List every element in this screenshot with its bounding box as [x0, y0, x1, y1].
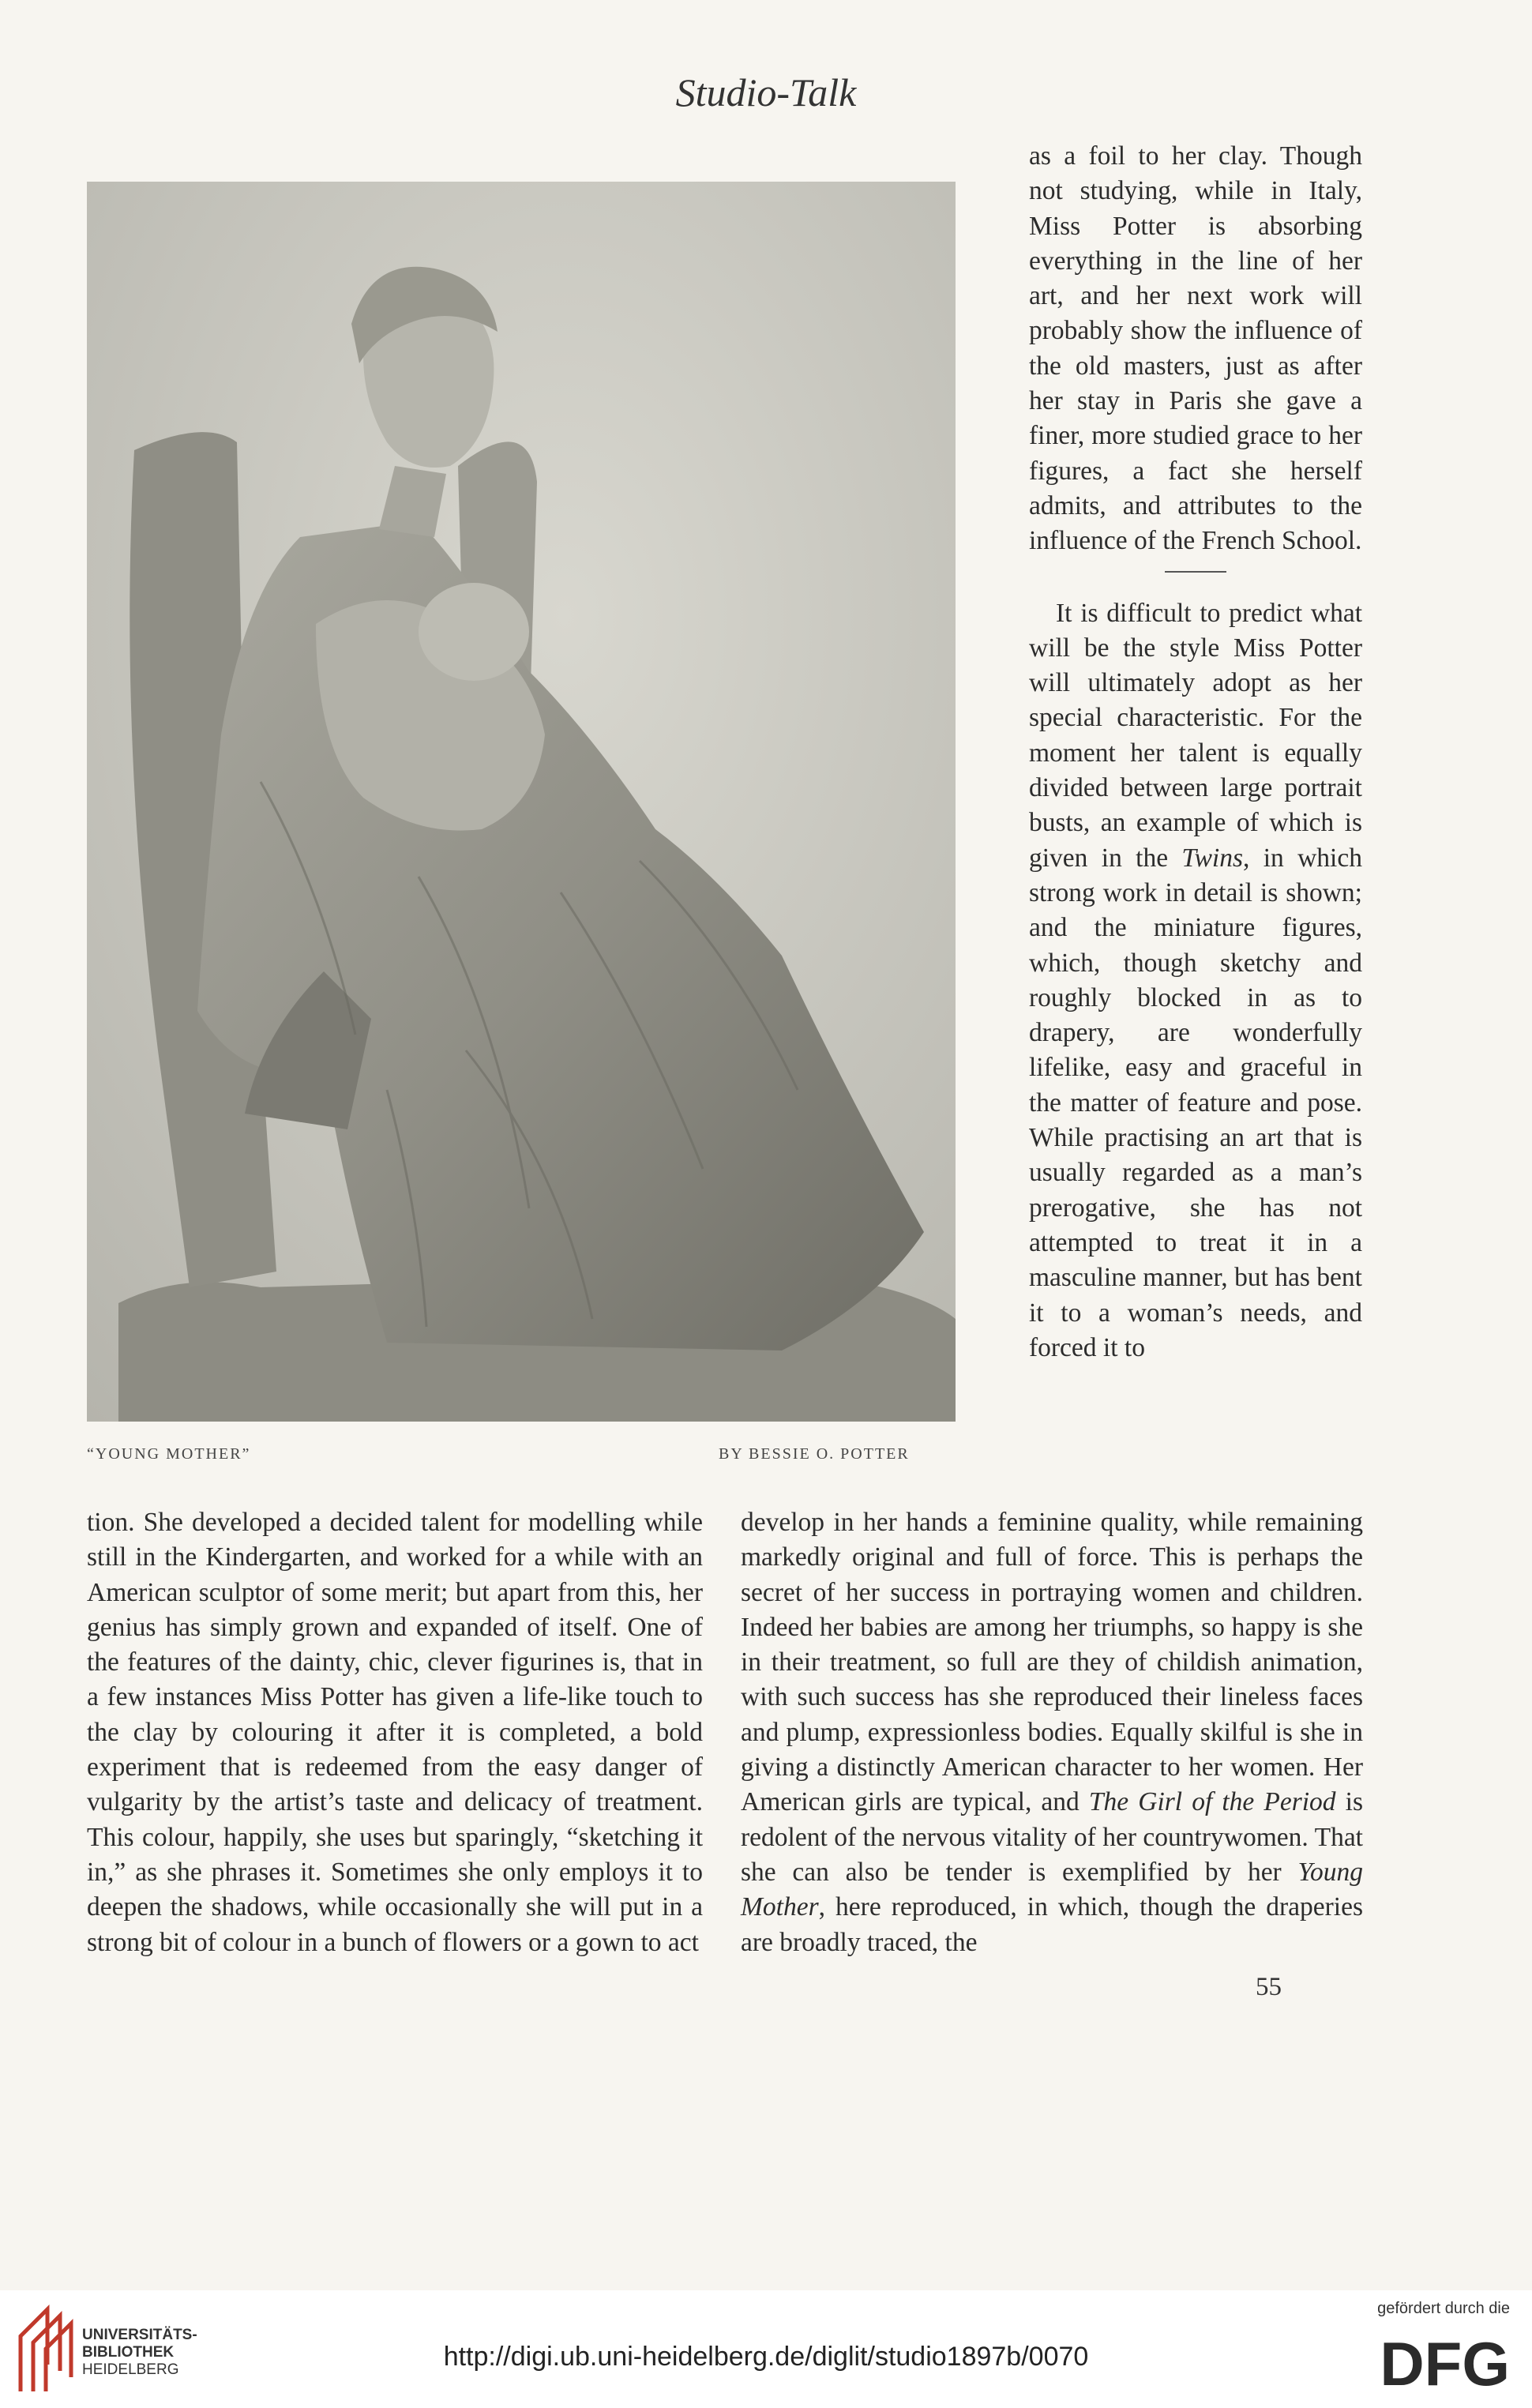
library-name-line: HEIDELBERG — [82, 2361, 179, 2378]
library-name-line: BIBLIOTHEK — [82, 2344, 175, 2361]
library-name-line: UNIVERSITÄTS- — [82, 2327, 197, 2343]
permalink-url[interactable]: http://digi.ub.uni-heidelberg.de/diglit/studio1897b/0070 — [443, 2342, 1089, 2372]
plate-caption-artist: BY BESSIE O. POTTER — [719, 1445, 910, 1463]
bottom-right-column — [741, 1505, 1363, 1960]
sculpture-photograph — [87, 182, 956, 1422]
plate-caption-title: “YOUNG MOTHER” — [87, 1445, 251, 1463]
paragraph-text: , here reproduced, in which, though the draperies are broadly traced, the — [741, 1892, 1363, 1957]
artwork-title-young-mother: Young Mother — [741, 1857, 1363, 1922]
digitization-footer — [0, 2290, 1532, 2408]
right-column-top — [1029, 139, 1362, 1366]
paragraph-modelling: tion. She developed a decided talent for modelling while still in the Kindergarten, and worked for a while with an American sculptor of some merit; but apart from this, her genius has simply grown and expanded of itself. One of the features of the dainty, chic, clever figurines is, that in a few instances Miss Potter has given a life-like touch to the clay by colouring it after it is completed, a bold experiment that is redeemed from the easy danger of vulgarity by the artist’s taste and delicacy of treatment. This colour, happily, she uses but sparingly, “sketching it in,” as she phrases it. Sometimes she only employs it to deepen the shadows, while occasionally she will put in a strong bit of colour in a bunch of flowers or a gown to act — [87, 1508, 703, 1957]
funded-by-label: gefördert durch die — [1377, 2300, 1510, 2317]
artwork-title-twins: Twins — [1181, 843, 1244, 873]
paragraph-text: is redolent of the nervous vitality of her countrywomen. That she can also be tender is exemplified by her — [741, 1787, 1363, 1887]
section-divider — [1165, 571, 1226, 573]
bottom-left-column — [87, 1505, 703, 1960]
paragraph-text: , in which strong work in detail is shown; and the miniature figures, which, though sketchy and roughly blocked in as to drapery, are wonderfully lifelike, easy and graceful in the matter of feature and pose. While practising an art that is usually regarded as a man’s prerogative, she has not attempted to treat it in a masculine manner, but has bent it to a woman’s needs, and forced it to — [1029, 843, 1362, 1362]
paragraph-feminine-quality — [741, 1505, 1363, 1960]
dfg-logo-text: DFG — [1380, 2329, 1510, 2391]
page-number: 55 — [1256, 1973, 1282, 2001]
paragraph-text: It is difficult to predict what will be the style Miss Potter will ultimately adopt as her special characteristic. For the moment her talent is equally divided between large portrait busts, an example of which is given in the — [1029, 598, 1362, 873]
dfg-logo-icon — [1376, 2328, 1510, 2391]
paragraph-text: develop in her hands a feminine quality, while remaining markedly original and full of force. This is perhaps the secret of her success in portraying women and children. Indeed her babies are among her triumphs, so happy is she in their treatment, so full are they of childish animation, with such success has she reproduced their lineless faces and plump, expressionless bodies. Equally skilful is she in giving a distinctly American character to her women. Her American girls are typical, and — [741, 1508, 1363, 1817]
young-mother-sculpture-image — [87, 182, 956, 1422]
paragraph-foil: as a foil to her clay. Though not studying, while in Italy, Miss Potter is absorbing everything in the line of her art, and her next work will probably show the influence of the old masters, just as after her stay in Paris she gave a finer, more studied grace to her figures, a fact she herself admits, and attributes to the influence of the French School. — [1029, 141, 1362, 556]
paragraph-style — [1029, 596, 1362, 1366]
running-title: Studio-Talk — [675, 70, 857, 115]
artwork-title-girl-of-the-period: The Girl of the Period — [1088, 1787, 1336, 1817]
